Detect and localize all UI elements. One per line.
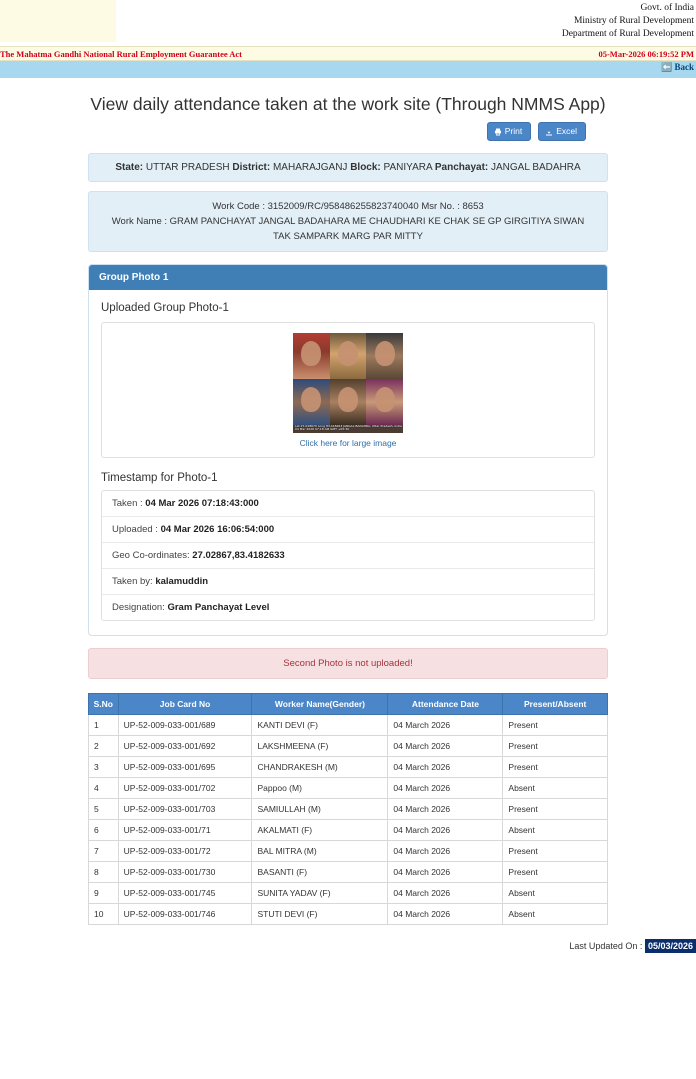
uploaded-photo-label: Uploaded Group Photo-1 [101, 302, 229, 314]
work-name-line [103, 214, 593, 244]
timestamp-row [102, 595, 594, 620]
table-row [89, 883, 608, 904]
work-code-value: 3152009/RC/958486255823740040 [267, 201, 419, 212]
cell-worker: LAKSHMEENA (F) [252, 736, 388, 757]
cell-date: 04 March 2026 [388, 799, 503, 820]
cell-sno: 5 [89, 799, 119, 820]
government-titles [562, 2, 694, 41]
timestamp-row [102, 543, 594, 569]
gov-line-1: Govt. of India [640, 3, 694, 13]
group-photo-panel [88, 264, 608, 636]
location-info [88, 153, 608, 182]
table-row [89, 736, 608, 757]
column-header-jobcard: Job Card No [118, 694, 252, 715]
act-title: The Mahatma Gandhi National Rural Employment Guarantee Act [0, 49, 243, 59]
timestamp-row-label: Designation: [112, 602, 165, 613]
block-label: Block: [350, 162, 381, 173]
cell-jobcard: UP-52-009-033-001/72 [118, 841, 252, 862]
large-image-link[interactable]: Click here for large image [299, 438, 397, 448]
cell-sno: 7 [89, 841, 119, 862]
last-updated-label: Last Updated On : [569, 941, 643, 951]
cell-date: 04 March 2026 [388, 736, 503, 757]
cell-date: 04 March 2026 [388, 778, 503, 799]
table-row [89, 757, 608, 778]
attendance-table [88, 693, 608, 925]
cell-sno: 3 [89, 757, 119, 778]
timestamp-list [101, 490, 595, 621]
group-photo-panel-body [89, 290, 607, 635]
last-updated-value: 05/03/2026 [645, 939, 696, 953]
work-info [88, 191, 608, 252]
cell-jobcard: UP-52-009-033-001/695 [118, 757, 252, 778]
timestamp-row [102, 569, 594, 595]
excel-icon [545, 128, 553, 136]
block-value: PANIYARA [383, 162, 433, 173]
timestamp-row-value: Gram Panchayat Level [167, 602, 270, 613]
excel-button[interactable] [538, 122, 586, 141]
cell-presence: Absent [503, 820, 608, 841]
print-label: Print [504, 126, 523, 136]
cell-sno: 1 [89, 715, 119, 736]
timestamp-row-value: kalamuddin [155, 576, 209, 587]
cell-jobcard: UP-52-009-033-001/745 [118, 883, 252, 904]
excel-label: Excel [556, 126, 577, 136]
photo-face-1 [293, 333, 330, 379]
group-photo-image[interactable] [293, 333, 403, 433]
site-header [0, 0, 696, 46]
work-code-label: Work Code : [212, 201, 265, 212]
gov-line-3: Department of Rural Development [561, 29, 694, 39]
cell-jobcard: UP-52-009-033-001/746 [118, 904, 252, 925]
state-label: State: [115, 162, 144, 173]
work-name-label: Work Name : [111, 216, 168, 227]
photo-face-3 [366, 333, 403, 379]
current-datetime: 05-Mar-2026 06:19:52 PM [598, 49, 694, 59]
cell-worker: Pappoo (M) [252, 778, 388, 799]
cell-date: 04 March 2026 [388, 715, 503, 736]
photo-face-2 [330, 333, 367, 379]
cell-worker: KANTI DEVI (F) [252, 715, 388, 736]
column-header-date: Attendance Date [388, 694, 503, 715]
cell-sno: 9 [89, 883, 119, 904]
content-wrap [88, 153, 608, 925]
district-value: MAHARAJGANJ [272, 162, 348, 173]
gov-line-2: Ministry of Rural Development [573, 16, 694, 26]
panchayat-value: JANGAL BADAHRA [491, 162, 581, 173]
cell-sno: 6 [89, 820, 119, 841]
attendance-table-body [89, 715, 608, 925]
page-title: View daily attendance taken at the work site (Through NMMS App) [90, 94, 606, 114]
timestamp-row-value: 04 Mar 2026 16:06:54:000 [160, 524, 275, 535]
cell-presence: Present [503, 736, 608, 757]
msr-label: Msr No. : [421, 201, 460, 212]
photo-geotag-stamp: Lat 27.028670 Long 83.418263 JANGAL BADAHRA, Uttar Pradesh, India 04 Mar 2026 07:18 AM GMT +05:30 [295, 423, 402, 432]
cell-worker: SAMIULLAH (M) [252, 799, 388, 820]
timestamp-row-label: Uploaded : [112, 524, 158, 535]
cell-date: 04 March 2026 [388, 904, 503, 925]
district-label: District: [232, 162, 271, 173]
work-name-value: GRAM PANCHAYAT JANGAL BADAHARA ME CHAUDHARI KE CHAK SE GP GIRGITIYA SIWAN TAK SAMPARK MARG PAR MITTY [169, 216, 585, 242]
photo-frame [101, 322, 595, 458]
table-row [89, 862, 608, 883]
timestamp-row [102, 517, 594, 543]
act-bar [0, 46, 696, 61]
cell-jobcard: UP-52-009-033-001/692 [118, 736, 252, 757]
cell-worker: BAL MITRA (M) [252, 841, 388, 862]
cell-jobcard: UP-52-009-033-001/730 [118, 862, 252, 883]
table-row [89, 799, 608, 820]
photo-face-4 [293, 379, 330, 425]
cell-presence: Present [503, 862, 608, 883]
cell-jobcard: UP-52-009-033-001/689 [118, 715, 252, 736]
second-photo-warning: Second Photo is not uploaded! [88, 648, 608, 679]
cell-date: 04 March 2026 [388, 862, 503, 883]
cell-jobcard: UP-52-009-033-001/71 [118, 820, 252, 841]
nav-bar [0, 61, 696, 78]
column-header-sno: S.No [89, 694, 119, 715]
back-link[interactable]: ⬅️ Back [661, 62, 694, 72]
timestamp-row-value: 27.02867,83.4182633 [192, 550, 285, 561]
cell-date: 04 March 2026 [388, 883, 503, 904]
table-row [89, 778, 608, 799]
timestamp-row-label: Geo Co-ordinates: [112, 550, 190, 561]
work-code-line [103, 199, 593, 214]
cell-worker: AKALMATI (F) [252, 820, 388, 841]
back-label: Back [674, 62, 694, 72]
table-row [89, 904, 608, 925]
cell-worker: CHANDRAKESH (M) [252, 757, 388, 778]
cell-worker: STUTI DEVI (F) [252, 904, 388, 925]
printer-icon [494, 128, 502, 136]
column-header-presence: Present/Absent [503, 694, 608, 715]
table-row [89, 841, 608, 862]
cell-presence: Absent [503, 883, 608, 904]
toolbar [0, 122, 586, 141]
cell-presence: Absent [503, 778, 608, 799]
cell-sno: 2 [89, 736, 119, 757]
cell-presence: Present [503, 715, 608, 736]
last-updated [0, 941, 696, 951]
group-photo-panel-title: Group Photo 1 [89, 265, 607, 290]
msr-value: 8653 [462, 201, 484, 212]
cell-presence: Present [503, 841, 608, 862]
cell-presence: Present [503, 757, 608, 778]
timestamp-row-label: Taken by: [112, 576, 153, 587]
timestamp-row-label: Taken : [112, 498, 143, 509]
cell-sno: 10 [89, 904, 119, 925]
photo-face-6 [366, 379, 403, 425]
cell-date: 04 March 2026 [388, 841, 503, 862]
cell-date: 04 March 2026 [388, 820, 503, 841]
cell-presence: Present [503, 799, 608, 820]
cell-jobcard: UP-52-009-033-001/703 [118, 799, 252, 820]
cell-date: 04 March 2026 [388, 757, 503, 778]
table-row [89, 820, 608, 841]
table-header-row [89, 694, 608, 715]
cell-jobcard: UP-52-009-033-001/702 [118, 778, 252, 799]
timestamp-section-label: Timestamp for Photo-1 [101, 472, 218, 484]
print-button[interactable] [487, 122, 531, 141]
cell-worker: SUNITA YADAV (F) [252, 883, 388, 904]
emblem-placeholder [0, 0, 116, 42]
panchayat-label: Panchayat: [434, 162, 489, 173]
cell-sno: 8 [89, 862, 119, 883]
cell-sno: 4 [89, 778, 119, 799]
cell-presence: Absent [503, 904, 608, 925]
photo-face-grid [293, 333, 403, 425]
timestamp-row [102, 491, 594, 517]
cell-worker: BASANTI (F) [252, 862, 388, 883]
table-row [89, 715, 608, 736]
state-value: UTTAR PRADESH [145, 162, 230, 173]
photo-face-5 [330, 379, 367, 425]
timestamp-row-value: 04 Mar 2026 07:18:43:000 [145, 498, 259, 509]
column-header-worker: Worker Name(Gender) [252, 694, 388, 715]
